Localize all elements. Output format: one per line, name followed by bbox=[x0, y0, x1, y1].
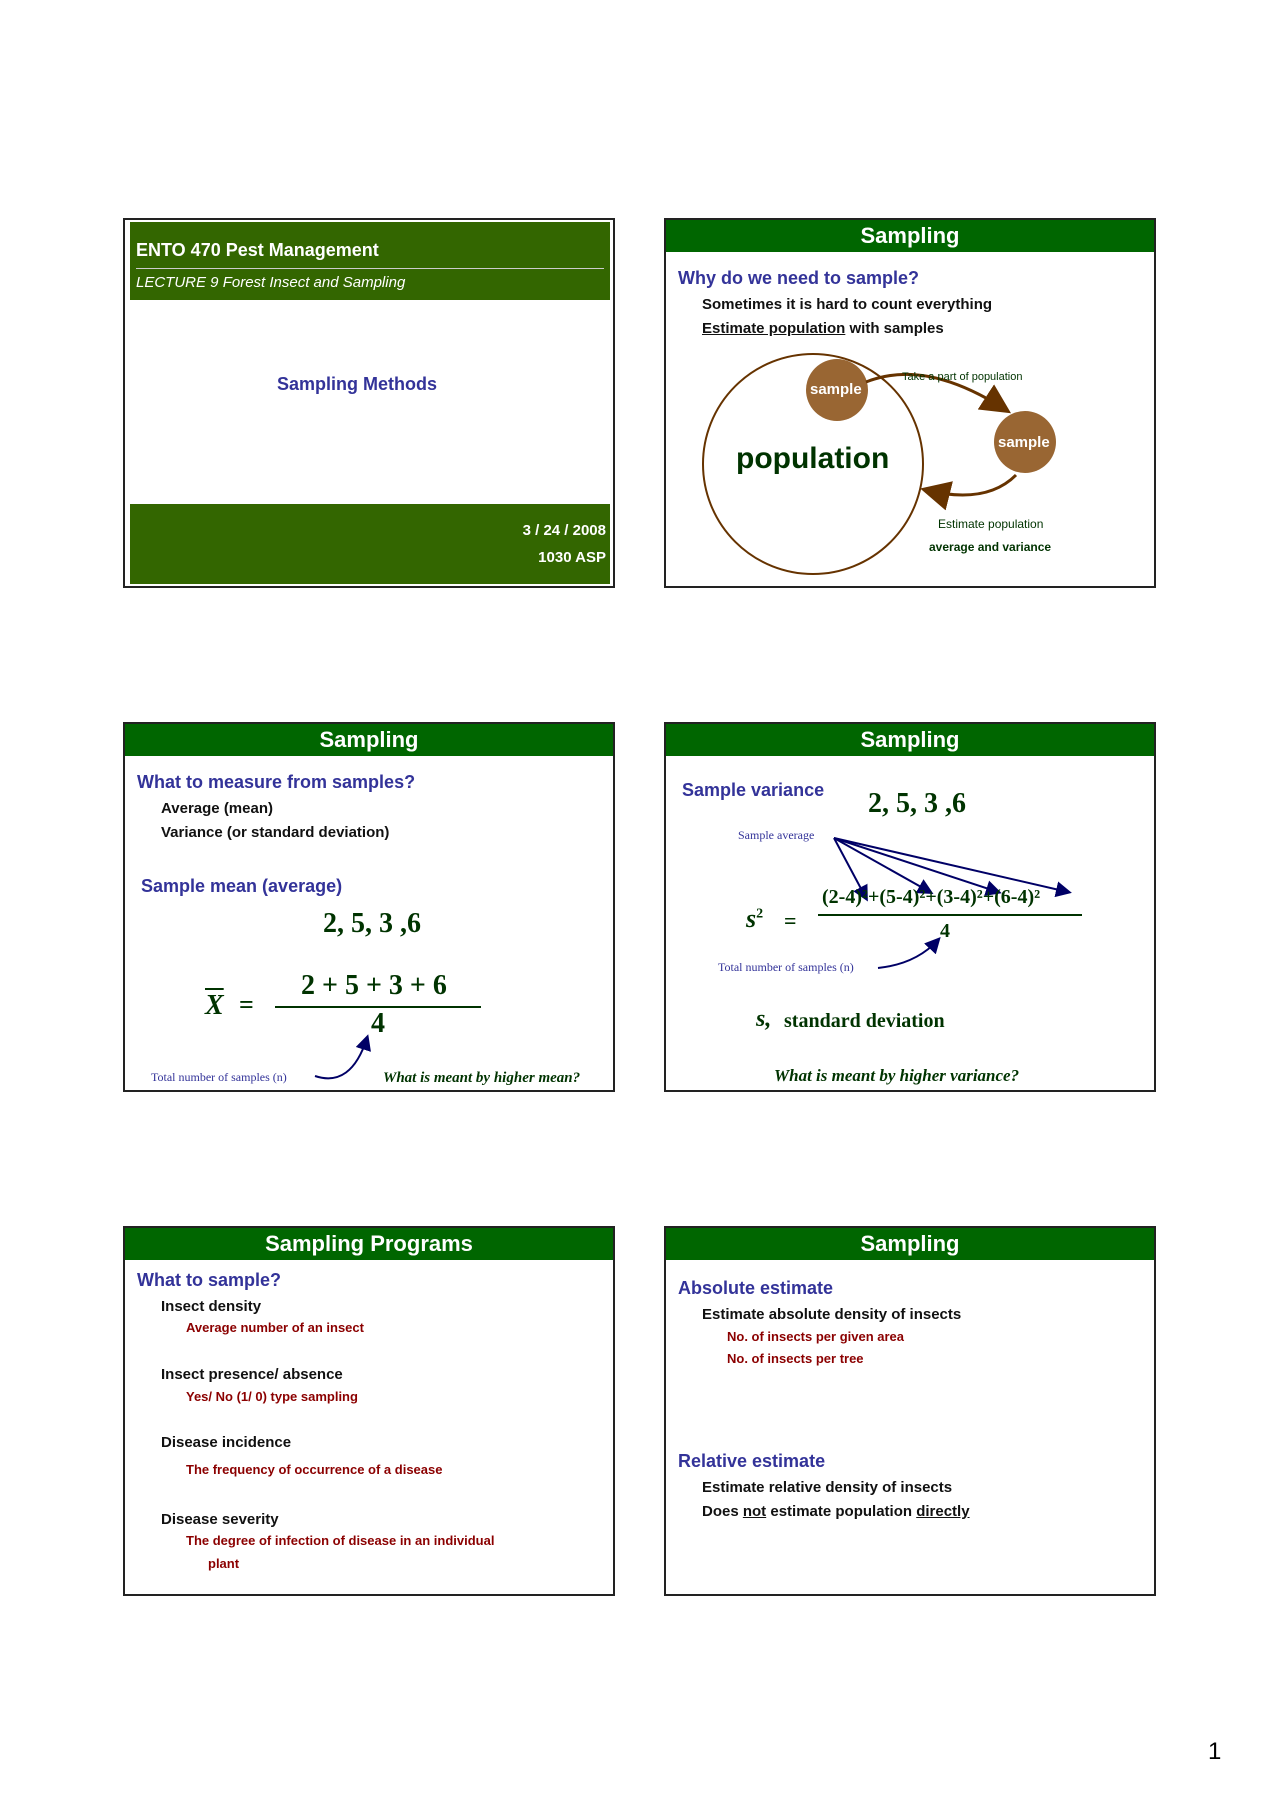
population-label: population bbox=[736, 442, 890, 475]
room-text: 1030 ASP bbox=[538, 549, 606, 566]
why-question: Why do we need to sample? bbox=[678, 268, 920, 288]
rel-part-a: Does bbox=[702, 1503, 743, 1520]
rel-directly: directly bbox=[916, 1503, 970, 1520]
absolute-sub-2: No. of insects per tree bbox=[727, 1351, 864, 1366]
page-number: 1 bbox=[1208, 1738, 1222, 1765]
sample-average-label: Sample average bbox=[738, 828, 815, 842]
mean-denominator: 4 bbox=[371, 1008, 385, 1039]
s-std-symbol: s, bbox=[756, 1006, 772, 1032]
measure-item-1: Average (mean) bbox=[161, 800, 273, 817]
variance-total-arrow bbox=[876, 934, 956, 974]
topic-title: Sampling Methods bbox=[277, 374, 438, 394]
program-detail-3: The frequency of occurrence of a disease bbox=[186, 1462, 443, 1477]
program-detail-2: Yes/ No (1/ 0) type sampling bbox=[186, 1389, 358, 1404]
reason-line-1: Sometimes it is hard to count everything bbox=[702, 296, 993, 313]
s-squared bbox=[746, 904, 763, 934]
absolute-line: Estimate absolute density of insects bbox=[702, 1306, 962, 1323]
program-head-4: Disease severity bbox=[161, 1511, 279, 1528]
variance-equals: = bbox=[784, 908, 797, 933]
measure-question: What to measure from samples? bbox=[137, 772, 416, 792]
mean-equals: = bbox=[239, 990, 254, 1019]
program-head-1: Insect density bbox=[161, 1298, 262, 1315]
slide-title-bar: Sampling Programs bbox=[125, 1228, 613, 1260]
s-superscript: 2 bbox=[756, 906, 764, 922]
rel-part-b: estimate population bbox=[766, 1503, 917, 1520]
program-detail-1: Average number of an insect bbox=[186, 1320, 364, 1335]
slide-why-sample bbox=[664, 218, 1156, 588]
variance-data-values: 2, 5, 3 ,6 bbox=[868, 788, 966, 819]
what-to-sample-question: What to sample? bbox=[137, 1270, 282, 1290]
slide-title-bar: Sampling bbox=[666, 220, 1154, 252]
variance-denominator: 4 bbox=[940, 920, 950, 942]
title-header bbox=[130, 222, 610, 300]
title-divider bbox=[136, 268, 604, 269]
slide-title bbox=[123, 218, 615, 588]
take-part-label: Take a part of population bbox=[902, 371, 1023, 383]
relative-line: Estimate relative density of insects bbox=[702, 1479, 953, 1496]
absolute-estimate-heading: Absolute estimate bbox=[678, 1278, 834, 1298]
sample-left-label: sample bbox=[810, 381, 862, 398]
sample-mean-heading: Sample mean (average) bbox=[141, 876, 343, 896]
data-values: 2, 5, 3 ,6 bbox=[323, 908, 421, 939]
reason-line-2-rest: with samples bbox=[845, 320, 944, 337]
underlined-estimate: Estimate population bbox=[702, 320, 846, 337]
sample-right-label: sample bbox=[998, 434, 1050, 451]
program-head-3: Disease incidence bbox=[161, 1434, 292, 1451]
lecture-title: LECTURE 9 Forest Insect and Sampling bbox=[136, 274, 406, 291]
total-samples-label: Total number of samples (n) bbox=[151, 1070, 287, 1084]
total-samples-arrow bbox=[311, 1030, 391, 1090]
program-detail-4b: plant bbox=[208, 1556, 240, 1571]
x-bar-symbol: $\overline{X}$ bbox=[205, 990, 224, 1021]
program-detail-4: The degree of infection of disease in an individual bbox=[186, 1533, 495, 1548]
slide-sampling-programs bbox=[123, 1226, 615, 1596]
slide-estimates bbox=[664, 1226, 1156, 1596]
std-dev-label: standard deviation bbox=[784, 1010, 945, 1032]
higher-variance-question: What is meant by higher variance? bbox=[774, 1066, 1020, 1085]
date-text: 3 / 24 / 2008 bbox=[522, 522, 606, 539]
relative-estimate-heading: Relative estimate bbox=[678, 1451, 826, 1471]
slide-sample-variance bbox=[664, 722, 1156, 1092]
variance-numerator: (2-4)²+(5-4)²+(3-4)²+(6-4)² bbox=[822, 886, 1041, 908]
estimate-population-label: Estimate population bbox=[938, 517, 1044, 531]
slide-title-bar: Sampling bbox=[125, 724, 613, 756]
variance-fraction-bar bbox=[818, 914, 1082, 916]
program-head-2: Insect presence/ absence bbox=[161, 1366, 343, 1383]
measure-item-2: Variance (or standard deviation) bbox=[161, 824, 390, 841]
slide-sample-mean bbox=[123, 722, 615, 1092]
mean-numerator: 2 + 5 + 3 + 6 bbox=[301, 970, 447, 1001]
estimate-arrow bbox=[926, 475, 1016, 495]
rel-not: not bbox=[742, 1503, 767, 1520]
s-symbol: s bbox=[746, 904, 757, 933]
variance-total-samples-label: Total number of samples (n) bbox=[718, 960, 854, 974]
absolute-sub-1: No. of insects per given area bbox=[727, 1329, 905, 1344]
reason-line-2 bbox=[702, 320, 944, 337]
avg-var-label: average and variance bbox=[929, 540, 1052, 554]
footer-bar bbox=[130, 504, 610, 584]
slide-title-bar: Sampling bbox=[666, 1228, 1154, 1260]
course-title: ENTO 470 Pest Management bbox=[136, 240, 379, 260]
relative-line-2 bbox=[702, 1503, 970, 1520]
slide-title-bar: Sampling bbox=[666, 724, 1154, 756]
higher-mean-question: What is meant by higher mean? bbox=[383, 1070, 581, 1086]
sample-variance-heading: Sample variance bbox=[682, 780, 825, 800]
